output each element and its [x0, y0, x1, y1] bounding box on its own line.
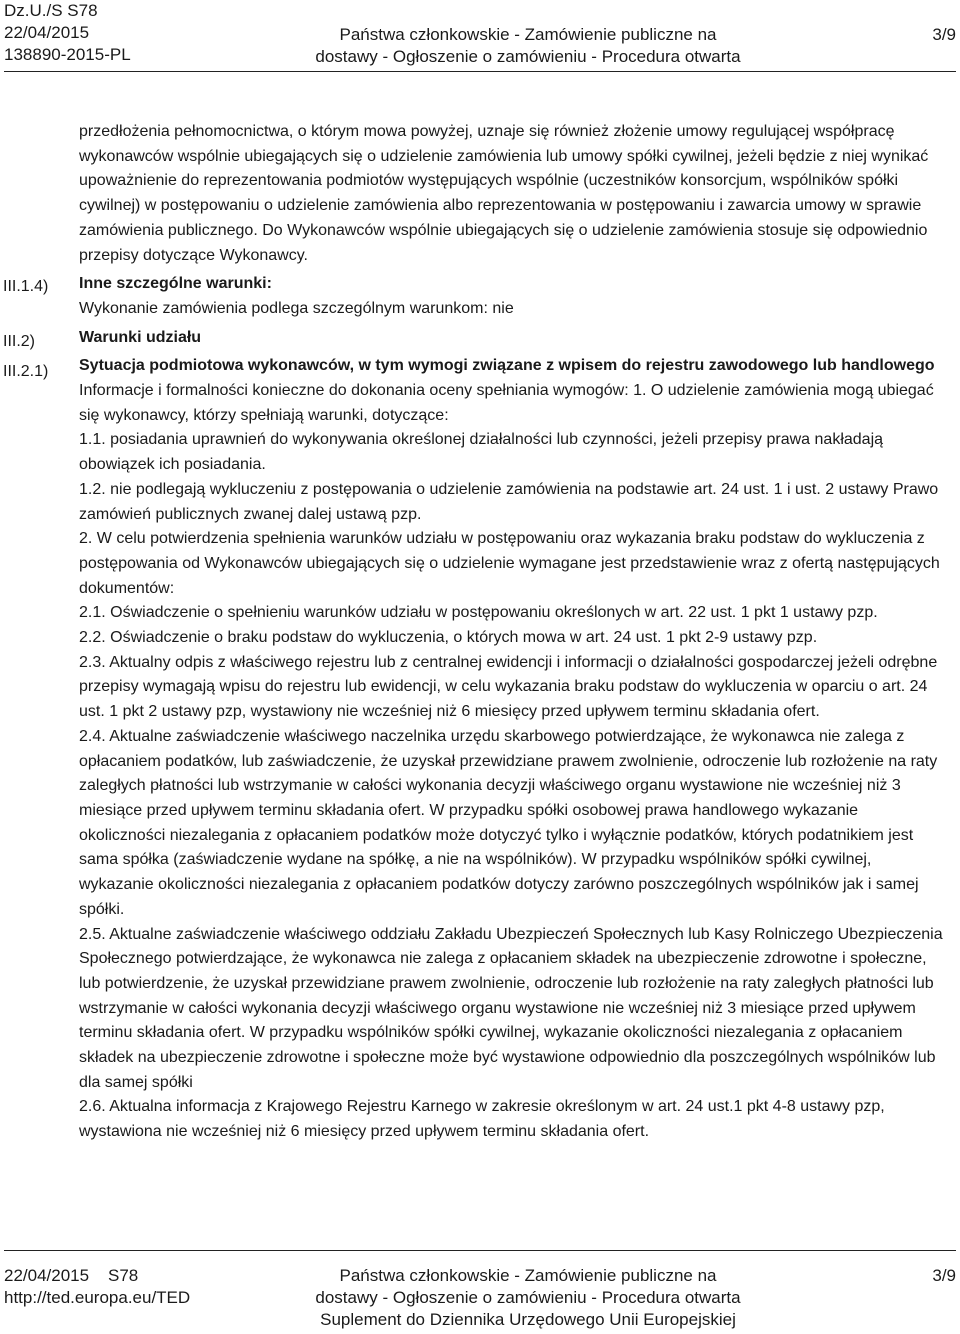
footer-page-number: 3/9	[932, 1266, 956, 1285]
other-conditions-text: Wykonanie zamówienia podlega szczególnym warunkom: nie	[79, 299, 514, 317]
header-center	[315, 24, 740, 68]
footer-url: http://ted.europa.eu/TED	[4, 1288, 191, 1307]
header-title-line1: Państwa członkowskie - Zamówienie publiczne na	[339, 25, 717, 44]
section-number-iii-2-1: III.2.1)	[3, 363, 49, 380]
item-2-6: 2.6. Aktualna informacja z Krajowego Rejestru Karnego w zakresie określonym w art. 24 ust.1 pkt 4-8 ustawy pzp, wystawiona nie wcześniej niż 6 miesięcy przed upływem terminu składania ofert.	[79, 1098, 885, 1141]
footer-title-line2: dostawy - Ogłoszenie o zamówieniu - Procedura otwarta	[315, 1288, 741, 1307]
item-2-4: 2.4. Aktualne zaświadczenie właściwego naczelnika urzędu skarbowego potwierdzające, że wykonawca nie zalega z opłacaniem podatków, lub zaświadczenie, że uzyskał przewidziane prawem zwolnienie, odroczenie lub rozłożenie na raty zaległych płatności lub wstrzymanie w całości wykonania decyzji właściwego organu wystawione nie wcześniej niż 3 miesiące przed upływem terminu składania ofert. W przypadku spółki osobowej prawa handlowego wykazanie okoliczności niezalegania z opłacaniem podatków może dotyczyć tylko i wyłącznie podatków, których podatnikiem jest sama spółka (zaświadczenie wydane na spółkę, a nie na wspólników). W przypadku wspólników spółki cywilnej, wykazanie okoliczności niezalegania z opłacaniem podatków dotyczy zarówno poszczególnych wspólników jak i samej spółki.	[79, 727, 938, 918]
publication-date: 22/04/2015	[4, 23, 90, 42]
header-left	[4, 0, 131, 66]
footer-center	[315, 1265, 740, 1331]
footer-left	[4, 1265, 190, 1309]
footer-date-series: 22/04/2015 S78	[4, 1266, 139, 1285]
item-1-2: 1.2. nie podlegają wykluczeniu z postępowania o udzielenie zamówienia na podstawie art. 24 ust. 1 i ust. 2 ustawy Prawo zamówień publicznych zwanej dalej ustawą pzp.	[79, 480, 939, 523]
intro-paragraph: przedłożenia pełnomocnictwa, o którym mowa powyżej, uznaje się również złożenie umowy regulującej współpracę wykonawców wspólnie ubiegających się o udzielenie zamówienia lub umowy spółki cywilnej, jeżeli będzie z niej wynikać upoważnienie do reprezentowania podmiotów występujących wspólnie (uczestników konsorcjum, wspólników spółki cywilnej) w postępowaniu o udzielenie zamówienia albo reprezentowania w postępowaniu i zawarcia umowy w sprawie zamówienia publicznego. Do Wykonawców wspólnie ubiegających się o udzielenie zamówienia stosuje się odpowiednio przepisy dotyczące Wykonawcy.	[79, 123, 929, 264]
info-paragraph: Informacje i formalności konieczne do dokonania oceny spełniania wymogów: 1. O udzielenie zamówienia mogą ubiegać się wykonawcy, którzy spełniają warunki, dotyczące:	[79, 382, 934, 424]
item-2-5: 2.5. Aktualne zaświadczenie właściwego oddziału Zakładu Ubezpieczeń Społecznych lub Kasy Rolniczego Ubezpieczenia Społecznego potwierdzające, że wykonawca nie zalega z opłacaniem składek na ubezpieczenie zdrowotne i społeczne, lub potwierdzenie, że uzyskał przewidziane prawem zwolnienie, odroczenie lub rozłożenie na raty zaległych płatności lub wstrzymanie w całości wykonania decyzji właściwego organu wystawione nie wcześniej niż 3 miesiące przed upływem terminu składania ofert. W przypadku wspólników spółki cywilnej, wykazanie okoliczności niezalegania z opłacaniem składek na ubezpieczenie zdrowotne i społeczne może być wystawione odpowiednio dla poszczególnych wspólników lub dla samej spółki	[79, 925, 943, 1091]
situation-heading: Sytuacja podmiotowa wykonawców, w tym wymogi związane z wpisem do rejestru zawodowego lub handlowego	[79, 357, 935, 375]
footer-title-line1: Państwa członkowskie - Zamówienie publiczne na	[339, 1266, 717, 1285]
other-conditions-heading: Inne szczególne warunki:	[79, 275, 272, 293]
footer-supplement: Suplement do Dziennika Urzędowego Unii Europejskiej	[320, 1310, 736, 1329]
header-divider	[4, 71, 956, 72]
item-2-1: 2.1. Oświadczenie o spełnieniu warunków udziału w postępowaniu określonych w art. 22 ust. 1 pkt 1 ustawy pzp.	[79, 604, 878, 622]
participation-conditions-heading: Warunki udziału	[79, 328, 202, 346]
footer-divider	[4, 1250, 956, 1251]
notice-number: 138890-2015-PL	[4, 45, 131, 64]
item-2-2: 2.2. Oświadczenie o braku podstaw do wykluczenia, o których mowa w art. 24 ust. 1 pkt 2-9 ustawy pzp.	[79, 629, 818, 647]
document-body	[79, 120, 945, 1145]
item-2: 2. W celu potwierdzenia spełnienia warunków udziału w postępowaniu oraz wykazania braku podstaw do wykluczenia z postępowania od Wykonawców ubiegających się o udzielenie wymagane jest przedstawienie wraz z ofertą następujących dokumentów:	[79, 530, 940, 597]
journal-ref: Dz.U./S S78	[4, 1, 98, 20]
item-2-3: 2.3. Aktualny odpis z właściwego rejestru lub z centralnej ewidencji i informacji o działalności gospodarczej jeżeli odrębne przepisy wymagają wpisu do rejestru lub ewidencji, w celu wykazania braku podstaw do wykluczenia w oparciu o art. 24 ust. 1 pkt 2 ustawy pzp, wystawiony nie wcześniej niż 6 miesięcy przed upływem terminu składania ofert.	[79, 653, 938, 721]
header-title-line2: dostawy - Ogłoszenie o zamówieniu - Procedura otwarta	[315, 47, 741, 66]
section-number-iii-2: III.2)	[3, 333, 36, 350]
header-page-number: 3/9	[932, 25, 956, 44]
item-1-1: 1.1. posiadania uprawnień do wykonywania określonej działalności lub czynności, jeżeli przepisy prawa nakładają obowiązek ich posiadania.	[79, 431, 884, 474]
section-number-iii-1-4: III.1.4)	[3, 278, 49, 295]
